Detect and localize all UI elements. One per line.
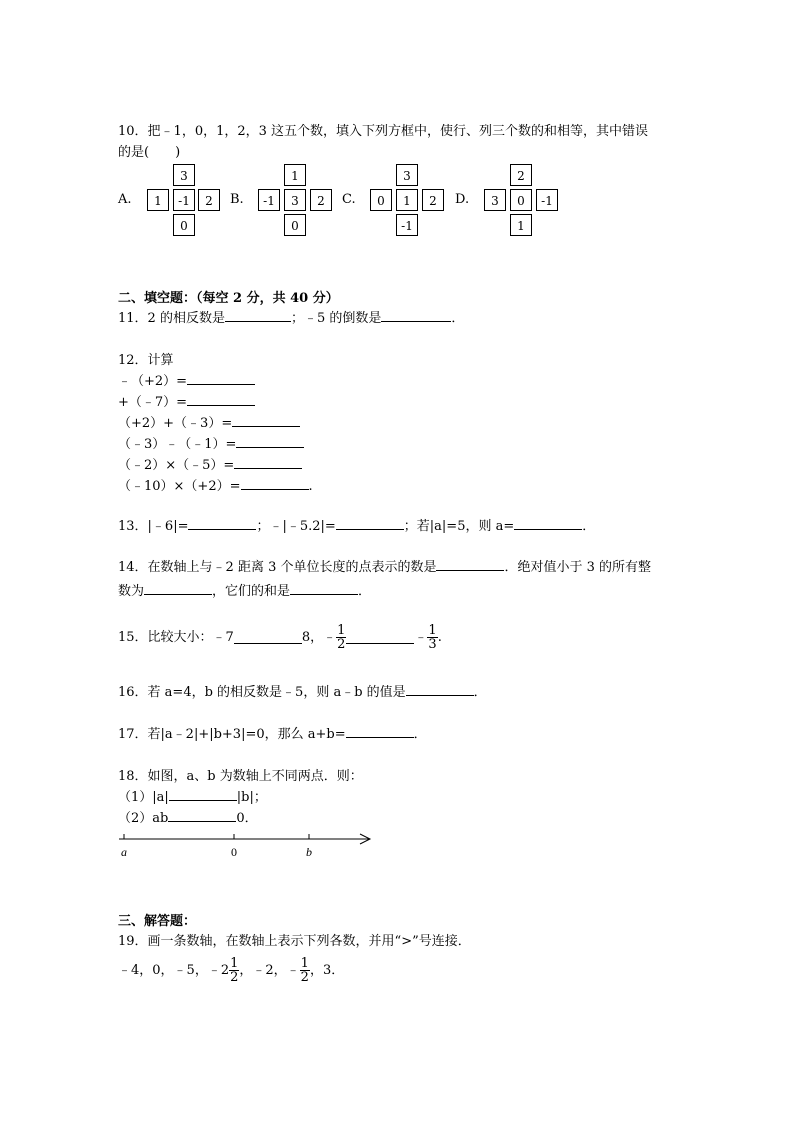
answer-blank[interactable] (232, 414, 300, 427)
answer-blank[interactable] (406, 683, 474, 696)
denominator: 2 (230, 970, 239, 985)
q14-line1 (118, 556, 651, 575)
q11-text-b: ；﹣5 的倒数是 (290, 311, 382, 326)
q13-text-b: ；﹣|﹣5.2|= (256, 519, 336, 534)
cell-left: 1 (147, 189, 169, 211)
option-label: A. (118, 192, 132, 207)
q10-line1: 10．把﹣1，0，1，2，3 这五个数，填入下列方框中，使行、列三个数的和相等，其中错误 (118, 124, 649, 139)
answer-blank[interactable] (290, 582, 358, 595)
q15 (118, 622, 442, 654)
q18-title: 18．如图，a、b 为数轴上不同两点．则： (118, 769, 363, 784)
q15-text: 8，﹣ (301, 630, 337, 645)
cell-top: 3 (396, 164, 418, 186)
q17-text: ． (413, 727, 427, 742)
q19-text: ﹣4，0，﹣5，﹣2 (118, 963, 230, 978)
expression: （﹣10）×（+2）= (118, 479, 241, 494)
q19-line1: 19．画一条数轴，在数轴上表示下列各数，并用“>”号连接． (118, 934, 471, 949)
cell-bottom: 1 (510, 214, 532, 236)
q14-text: ．绝对值小于 3 的所有整 (504, 560, 652, 575)
q16 (118, 681, 487, 700)
denominator: 2 (300, 970, 309, 985)
cell-right: -1 (536, 189, 558, 211)
q16-text: 16．若 a=4，b 的相反数是﹣5，则 a﹣b 的值是 (118, 685, 406, 700)
q15-text: 15．比较大小：﹣7 (118, 630, 234, 645)
cell-center: 0 (510, 189, 532, 211)
q12-line (118, 391, 255, 410)
q13 (118, 515, 595, 534)
q14-text: 14．在数轴上与﹣2 距离 3 个单位长度的点表示的数是 (118, 560, 437, 575)
q18-text: （2）ab (118, 811, 169, 826)
denominator: 3 (428, 637, 437, 652)
numerator: 1 (337, 623, 346, 638)
expression: （﹣3）﹣（﹣1）= (118, 437, 237, 452)
answer-blank[interactable] (187, 372, 255, 385)
q11 (118, 307, 464, 326)
q15-text: ﹣ (414, 630, 428, 645)
option-label: D. (455, 192, 470, 207)
q14-text: 数为 (118, 584, 145, 599)
cell-center: -1 (173, 189, 195, 211)
q11-text-a: 11．2 的相反数是 (118, 311, 225, 326)
q12-line (118, 475, 313, 494)
numerator: 1 (300, 956, 309, 971)
answer-blank[interactable] (144, 582, 212, 595)
q13-text-c: ；若|a|=5，则 a= (403, 519, 515, 534)
option-label: C. (342, 192, 356, 207)
fraction (336, 624, 346, 651)
q19-numbers (118, 955, 344, 987)
answer-blank[interactable] (346, 725, 414, 738)
cell-right: 2 (198, 189, 220, 211)
answer-blank[interactable] (436, 558, 504, 571)
q10-line2: 的是( ) (118, 145, 181, 160)
cell-top: 1 (284, 164, 306, 186)
q15-text: . (437, 630, 442, 645)
answer-blank[interactable] (346, 631, 414, 644)
answer-blank[interactable] (188, 517, 256, 530)
section-2-heading: 二、填空题：（每空 2 分，共 40 分） (118, 291, 339, 306)
answer-blank[interactable] (187, 393, 255, 406)
q17-text: 17．若|a﹣2|+|b+3|=0，那么 a+b= (118, 727, 346, 742)
expression: （+2）+（﹣3）= (118, 416, 233, 431)
cell-left: 3 (484, 189, 506, 211)
q12-title: 12．计算 (118, 353, 174, 368)
axis-label-zero: 0 (231, 845, 237, 859)
answer-blank[interactable] (336, 517, 404, 530)
cell-center: 1 (396, 189, 418, 211)
answer-blank[interactable] (234, 456, 302, 469)
axis-label-a: a (121, 845, 127, 859)
q13-text-a: 13．|﹣6|= (118, 519, 189, 534)
section-3-heading: 三、解答题： (118, 914, 197, 929)
answer-blank[interactable] (241, 477, 309, 490)
q18-text: （1）|a| (118, 790, 169, 805)
numerator: 1 (230, 956, 239, 971)
q14-text: ． (358, 584, 372, 599)
answer-blank[interactable] (514, 517, 582, 530)
q14-text: ，它们的和是 (212, 584, 291, 599)
cell-right: 2 (310, 189, 332, 211)
period: . (308, 479, 313, 494)
q12-line (118, 412, 300, 431)
denominator: 2 (337, 637, 346, 652)
q18-part2 (118, 807, 258, 826)
q18-part1 (118, 786, 267, 805)
q12-line (118, 454, 302, 473)
cell-right: 2 (422, 189, 444, 211)
cell-center: 3 (284, 189, 306, 211)
option-label: B. (230, 192, 244, 207)
q19-text: ，3． (309, 963, 345, 978)
cell-bottom: 0 (284, 214, 306, 236)
numerator: 1 (428, 623, 437, 638)
answer-blank[interactable] (169, 788, 237, 801)
answer-blank[interactable] (168, 809, 236, 822)
cell-top: 3 (173, 164, 195, 186)
expression: （﹣2）×（﹣5）= (118, 458, 235, 473)
answer-blank[interactable] (234, 631, 302, 644)
cell-top: 2 (510, 164, 532, 186)
expression: ﹣（+2）= (118, 374, 188, 389)
answer-blank[interactable] (381, 309, 451, 322)
cell-left: -1 (258, 189, 280, 211)
q16-text: ． (473, 685, 487, 700)
q18-text: |b|； (236, 790, 267, 805)
fraction (229, 957, 239, 984)
cell-left: 0 (370, 189, 392, 211)
fraction (427, 624, 437, 651)
fraction (300, 957, 310, 984)
answer-blank[interactable] (225, 309, 291, 322)
q14-line2 (118, 580, 371, 599)
q12-line (118, 433, 304, 452)
q18-text: 0． (236, 811, 258, 826)
axis-label-b: b (306, 845, 312, 859)
q19-text: ，﹣2，﹣ (239, 963, 300, 978)
cell-bottom: -1 (396, 214, 418, 236)
q12-line (118, 370, 255, 389)
cell-bottom: 0 (173, 214, 195, 236)
q17 (118, 723, 427, 742)
q13-text-d: ． (582, 519, 596, 534)
number-line (115, 828, 377, 862)
q11-text-c: ． (451, 311, 465, 326)
expression: +（﹣7）= (118, 395, 188, 410)
answer-blank[interactable] (236, 435, 304, 448)
